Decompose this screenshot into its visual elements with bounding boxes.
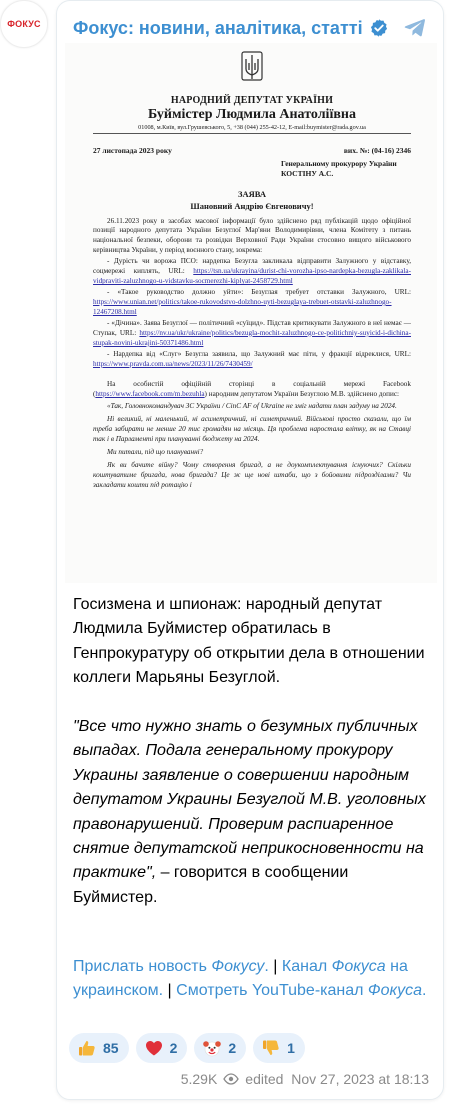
reaction-count: 2 (169, 1040, 178, 1056)
link-text: Смотреть YouTube-канал (176, 982, 368, 1000)
document-issuer-title: НАРОДНИЙ ДЕПУТАТ УКРАЇНИ (170, 95, 334, 106)
trident-emblem-icon (241, 51, 263, 87)
reaction-count: 2 (228, 1040, 237, 1056)
document-quote: Як ви бачите війну? Чому створення бригад, а не доукомплектування існуючих? Скільки коштуватиме бригада, нова бригада? Це ж ще нові штаби, що з бойовими підрозділами? Чи закладати кошти під ротацію і (93, 461, 411, 489)
paragraph-text: ) народним депутатом України Безуглою М.В. здійснено допис: (204, 389, 400, 398)
paragraph-text: - Нардепка від «Слуг» Безугла заявила, що Залужний має піти, у фракції відреклися, URL: (107, 349, 411, 358)
document-link: https://tsn.ua/ukrayina/durist-chi-vorozha-ipso-nardepka-bezugla-zaklikala-vidpraviti-zaluzhnogo-u-vidstavku-socmerezhi-kiplyat-2458729.html (93, 267, 411, 286)
paragraph-text: - «Такое руководство должно уйти»: Безуглая требует отставки Залужного, URL: (107, 288, 411, 297)
document-recipient (281, 159, 411, 179)
view-count: 5.29K (180, 1071, 218, 1087)
avatar-logo-text: ФОКУС (7, 19, 41, 29)
thumbs-down-icon (261, 1038, 281, 1058)
reaction-heart[interactable] (136, 1033, 188, 1063)
reaction-count: 85 (103, 1040, 119, 1056)
verified-badge-icon (369, 18, 389, 38)
document-issuer-name: Буймістер Людмила Анатоліївна (148, 107, 356, 122)
document-quote: Ні великий, ні маленький, ні асиметричний, ні симетричний. Військові просто сказали, що їм треба забирати не менше 20 тис громадян на місяць. Ця проблема наростала влітку, як на Ставці так і в Парламенті при плануванні бюджету на 2024. (93, 415, 411, 444)
document-heading: ЗАЯВА (237, 188, 267, 199)
link-separator: | (268, 958, 282, 975)
message-bubble (56, 0, 444, 1100)
post-links (73, 955, 433, 1004)
document-quote: «Так, Головнокомандувач ЗС України / CinC AF of Ukraine не зміг надати план задуму на 2024. (107, 402, 397, 411)
document-paragraph (93, 380, 411, 400)
post-quote: "Все что нужно знать о безумных публичных выпадах. Подала генеральному прокурору Украины заявление о совершении народным депутатом Украины Безуглой М.В. уголовных правонарушений. Проверим распиаренное снятие депутатской неприкосновенности на практике", (73, 718, 426, 882)
link-separator: | (163, 982, 177, 1000)
reaction-thumbs-down[interactable] (253, 1033, 305, 1063)
reaction-count: 1 (287, 1040, 295, 1056)
document-link: https://nv.ua/ukr/ukraine/politics/bezugla-mochit-zaluzhnogo-ce-politichniy-suyicid-i-dichina-stupak-novini-ukrajini-50371486.html (93, 328, 411, 347)
message-meta (181, 1071, 429, 1087)
link-text-italic: Фокусу (211, 958, 265, 975)
document-paragraph (93, 319, 411, 349)
document-date: 27 листопада 2023 року (93, 146, 172, 155)
document-issuer-address: 01008, м.Київ, вул.Грушевського, 5, +38 (044) 255-42-12, E-mail:buymister@rada.gov.ua (93, 124, 411, 134)
document-page (93, 51, 411, 491)
heart-icon (144, 1038, 164, 1058)
document-paragraph (93, 288, 411, 318)
link-text: на украинском. (73, 958, 408, 1000)
channel-avatar[interactable] (0, 0, 48, 48)
document-link: https://www.unian.net/politics/takoe-rukovodstvo-dolzhno-uyti-bezuglaya-trebuet-otstavki-zaluzhnogo-12467208.html (93, 298, 392, 316)
document-paragraph (93, 257, 411, 287)
link-text: Прислать новость (73, 958, 212, 975)
recipient-line: Генеральному прокурору України (281, 159, 397, 168)
reaction-thumbs-up[interactable] (69, 1033, 129, 1063)
paragraph-text: На особистій офіційній сторінці в соціальній мережі Facebook ( (93, 379, 411, 398)
document-paragraph: 26.11.2023 року в засобах масової інформації було здійснено ряд публікацій щодо офіційної позиції народного депутата України Безуглої Мар'яни Володимирівни, члена Комітету з питань національної безпеки, оборони та розвідки Верховної Ради України стосовно вищого військового керівництва України, у період воєнного стану, зокрема: (93, 216, 411, 255)
youtube-channel-link[interactable] (176, 982, 426, 999)
document-image[interactable] (65, 43, 437, 583)
document-greeting: Шановний Андрію Євгеновичу! (190, 200, 314, 211)
link-text: Канал (281, 958, 332, 975)
document-date-row (93, 146, 411, 155)
post-text-paragraph: Госизмена и шпионаж: народный депутат Людмила Буймистер обратилась в Генпрокуратуру об открытии дела в отношении коллеги Марьяны Безуглой. (73, 596, 425, 687)
document-quote: Ми питали, під що плануванні? (107, 448, 204, 457)
telegram-icon[interactable] (403, 15, 427, 39)
link-text-italic: Фокуса (331, 958, 386, 975)
post-quote-paragraph (73, 715, 433, 910)
edited-timestamp: edited Nov 27, 2023 at 18:13 (245, 1071, 429, 1087)
clown-face-icon (202, 1038, 222, 1058)
paragraph-text: - «Дічина». Заява Безуглої — політичний «суїцид». Підстав критикувати Залужного в неї немає — Ступак, URL: (93, 318, 411, 337)
reaction-clown[interactable] (194, 1033, 246, 1063)
thumbs-up-icon (77, 1038, 97, 1058)
recipient-line: КОСТІНУ А.С. (281, 168, 334, 178)
post-quote-tail: – говорится в сообщении Буймистер. (73, 864, 349, 906)
document-link: https://www.pravda.com.ua/news/2023/11/26/7430459/ (93, 359, 253, 368)
link-text: . (422, 982, 427, 1000)
send-news-link[interactable] (73, 958, 269, 975)
document-link: https://www.facebook.com/m.bezuhla (95, 389, 205, 398)
document-paragraph (93, 350, 411, 370)
link-text-italic: Фокуса (367, 982, 422, 1000)
document-number: вих. №: (04-16) 2346 (343, 146, 411, 155)
reactions-bar (69, 1033, 305, 1063)
link-text: . (264, 958, 269, 975)
eye-icon (223, 1073, 239, 1085)
message-header (73, 15, 427, 41)
channel-name[interactable]: Фокус: новини, аналітика, статті (73, 17, 363, 38)
paragraph-text: - Дурість чи ворожа ПСО: нардепка Безугла закликала відправити Залужного у відставку, соцмережі киплять, URL: (93, 257, 411, 276)
